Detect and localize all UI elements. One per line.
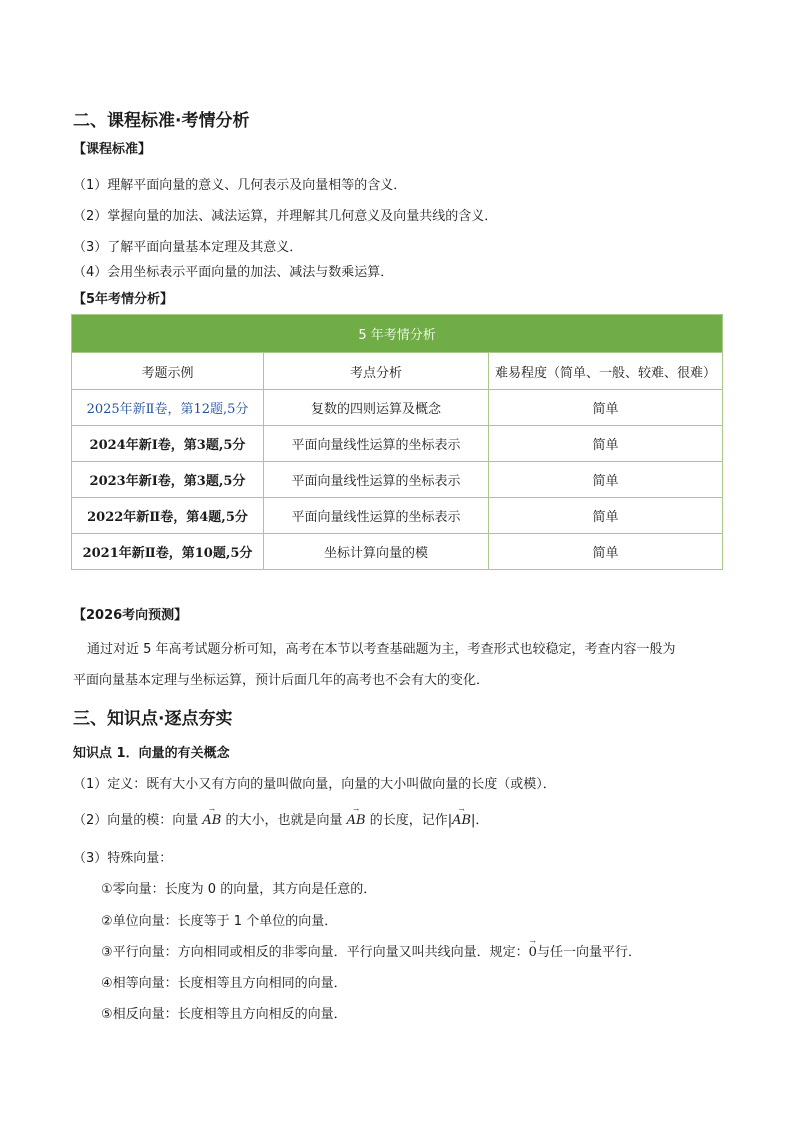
table-cell-point: 坐标计算向量的模 [264,534,489,570]
unit-vector-item: ②单位向量：长度等于 1 个单位的向量． [101,914,338,929]
special-vectors-title: （3）特殊向量： [73,851,173,866]
modulus-text-2: 的大小，也就是向量 [221,813,347,828]
modulus-text-4: |． [471,813,489,828]
table-cell-level: 简单 [489,390,723,426]
forecast-paragraph-line-1: 通过对近 5 年高考试题分析可知，高考在本节以考查基础题为主，考查形式也较稳定，考查内容一般为 [87,642,676,657]
table-cell-point: 复数的四则运算及概念 [264,390,489,426]
zero-vector-label: 0 [528,945,537,960]
vector-arrow-icon: → [353,806,360,814]
table-cell-level: 简单 [489,498,723,534]
vector-ab [452,806,472,828]
standard-item-3: （3）了解平面向量基本定理及其意义． [73,240,303,255]
opposite-vector-item: ⑤相反向量：长度相等且方向相反的向量． [101,1007,347,1022]
parallel-vector-item [101,938,641,960]
equal-vector-item: ④相等向量：长度相等且方向相同的向量． [101,976,347,991]
modulus-text-3: 的长度，记作| [365,813,453,828]
table-cell-example: 2025年新Ⅱ卷，第12题,5分 [72,390,264,426]
table-header-example: 考题示例 [72,353,264,390]
forecast-label: 【2026考向预测】 [73,608,188,623]
table-cell-point: 平面向量线性运算的坐标表示 [264,498,489,534]
vector-ab [346,806,366,828]
forecast-paragraph-line-2: 平面向量基本定理与坐标运算，预计后面几年的高考也不会有大的变化． [73,673,490,688]
vector-arrow-icon: → [208,806,215,814]
table-row [72,498,723,534]
vector-ab [202,806,222,828]
course-standard-label: 【课程标准】 [73,142,152,157]
table-cell-point: 平面向量线性运算的坐标表示 [264,426,489,462]
table-cell-level: 简单 [489,426,723,462]
table-title: 5 年考情分析 [72,315,723,353]
knowledge-point-1-title: 知识点 1．向量的有关概念 [73,746,230,761]
zero-vector [528,938,537,960]
vector-ab-label: AB [346,813,366,828]
table-row [72,390,723,426]
parallel-text-2: 与任一向量平行． [536,945,641,960]
vector-arrow-icon: → [529,938,536,946]
table-cell-example: 2024年新Ⅰ卷，第3题,5分 [72,426,264,462]
vector-ab-label: AB [452,813,472,828]
parallel-text-1: ③平行向量：方向相同或相反的非零向量．平行向量又叫共线向量．规定： [101,945,529,960]
vector-ab-label: AB [202,813,222,828]
table-cell-level: 简单 [489,462,723,498]
standard-item-4: （4）会用坐标表示平面向量的加法、减法与数乘运算． [73,265,394,280]
table-cell-level: 简单 [489,534,723,570]
table-row [72,462,723,498]
vector-modulus [73,806,489,828]
vector-definition: （1）定义：既有大小又有方向的量叫做向量，向量的大小叫做向量的长度（或模）． [73,777,556,792]
section-title-knowledge: 三、知识点·逐点夯实 [73,709,233,729]
table-header-level: 难易程度（简单、一般、较难、很难） [489,353,723,390]
zero-vector-item: ①零向量：长度为 0 的向量，其方向是任意的． [101,882,377,897]
modulus-text-1: （2）向量的模：向量 [73,813,203,828]
table-row [72,534,723,570]
table-cell-example: 2022年新Ⅱ卷，第4题,5分 [72,498,264,534]
table-cell-example: 2021年新Ⅱ卷，第10题,5分 [72,534,264,570]
exam-analysis-label: 【5年考情分析】 [73,292,174,307]
section-title-standards: 二、课程标准·考情分析 [73,111,250,131]
table-cell-point: 平面向量线性运算的坐标表示 [264,462,489,498]
standard-item-1: （1）理解平面向量的意义、几何表示及向量相等的含义． [73,178,407,193]
standard-item-2: （2）掌握向量的加法、减法运算，并理解其几何意义及向量共线的含义． [73,209,498,224]
table-header-point: 考点分析 [264,353,489,390]
table-row [72,426,723,462]
vector-arrow-icon: → [458,806,465,814]
table-cell-example: 2023年新Ⅰ卷，第3题,5分 [72,462,264,498]
exam-analysis-table [71,314,723,570]
